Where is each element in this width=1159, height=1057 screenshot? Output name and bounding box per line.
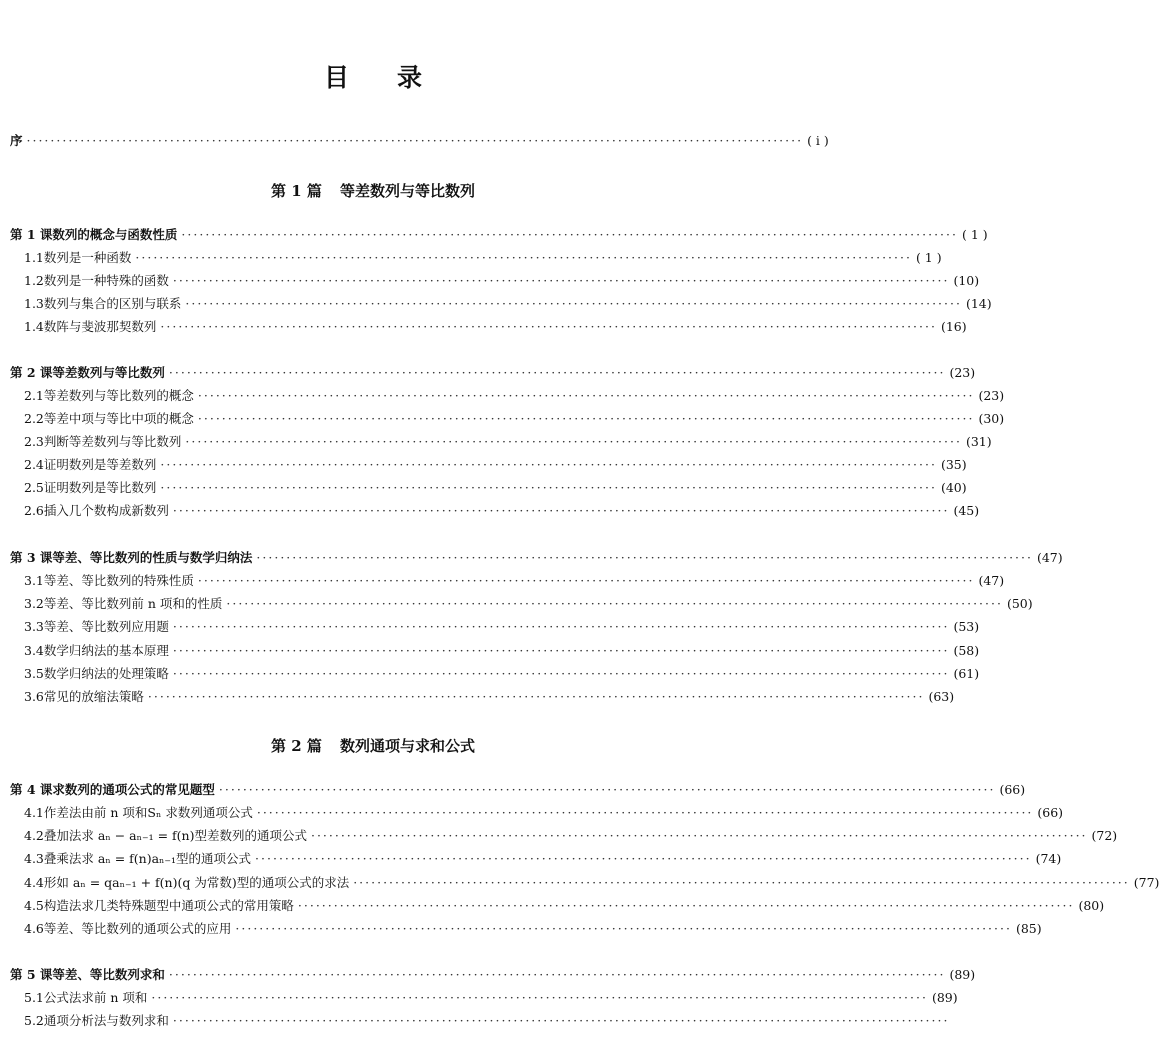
toc-title: 插入几个数构成新数列 [43, 503, 169, 518]
part-heading-2 [0, 735, 746, 756]
toc-number: 2.4 [24, 457, 44, 472]
part-number: 第 1 篇 [271, 182, 322, 200]
title-char-1: 目 [323, 63, 349, 92]
toc-row-section[interactable] [24, 897, 1105, 915]
toc-number: 2.1 [24, 388, 44, 403]
toc-number: 1.2 [24, 273, 44, 288]
toc-row-section[interactable] [24, 295, 992, 313]
toc-page: (63) [928, 689, 955, 704]
toc-number: 4.1 [24, 805, 44, 820]
toc-number: 2.6 [24, 503, 44, 518]
page-title [0, 58, 746, 94]
leader-dots: ·································································································································· [168, 967, 946, 982]
toc-title: 证明数列是等差数列 [43, 457, 157, 472]
toc-row-preface[interactable] [10, 132, 829, 150]
leader-dots: ·································································································································· [172, 643, 950, 658]
leader-dots: ·································································································································· [226, 596, 1003, 611]
leader-dots: ·································································································································· [160, 457, 937, 472]
toc-page: (89) [931, 990, 958, 1005]
toc-number: 3.3 [24, 619, 44, 634]
toc-row-section[interactable] [24, 387, 1005, 405]
leader-dots: ·································································································································· [353, 875, 1130, 890]
toc-page: (30) [978, 411, 1005, 426]
toc-page: ( 1 ) [915, 250, 942, 265]
toc-page: (58) [953, 643, 980, 658]
leader-dots: ·································································································································· [172, 273, 950, 288]
toc-title: 等差、等比数列前 n 项和的性质 [43, 596, 223, 611]
part-number: 第 2 篇 [271, 737, 322, 755]
toc-title: 数列的概念与函数性质 [52, 227, 178, 242]
toc-page: (23) [949, 365, 976, 380]
toc-page: ( ⅰ ) [807, 133, 829, 148]
toc-number: 4.5 [24, 898, 44, 913]
leader-dots: ·································································································································· [197, 411, 975, 426]
leader-dots: ·································································································································· [197, 388, 975, 403]
toc-title: 证明数列是等比数列 [43, 480, 157, 495]
toc-row-section[interactable] [24, 920, 1042, 938]
toc-page: (89) [949, 967, 976, 982]
part-title: 数列通项与求和公式 [339, 737, 475, 755]
toc-row-lesson[interactable] [10, 781, 1026, 799]
leader-dots: ·································································································································· [197, 573, 975, 588]
toc-number: 5.1 [24, 990, 44, 1005]
toc-page: (80) [1078, 898, 1105, 913]
toc-row-lesson[interactable] [10, 364, 976, 382]
leader-dots: ·································································································································· [172, 503, 950, 518]
toc-row-section[interactable] [24, 272, 980, 290]
toc-page: (14) [965, 296, 992, 311]
toc-number: 3.5 [24, 666, 44, 681]
toc-row-section[interactable] [24, 804, 1064, 822]
leader-dots: ·································································································································· [297, 898, 1075, 913]
toc-page: (85) [1015, 921, 1042, 936]
toc-title: 等差数列与等比数列 [52, 365, 165, 380]
toc-number: 序 [10, 133, 23, 148]
title-char-2: 录 [397, 63, 423, 92]
toc-page: (16) [940, 319, 967, 334]
toc-row-section[interactable] [24, 595, 1033, 613]
toc-page: (72) [1091, 828, 1118, 843]
leader-dots: ·································································································································· [218, 782, 996, 797]
toc-page: (61) [953, 666, 980, 681]
toc-title: 形如 aₙ = qaₙ₋₁ + f(n)(q 为常数)型的通项公式的求法 [43, 875, 350, 890]
toc-page: (66) [1037, 805, 1064, 820]
leader-dots: ·································································································································· [168, 365, 946, 380]
toc-row-section[interactable] [24, 665, 980, 683]
toc-page: (47) [978, 573, 1005, 588]
toc-row-section[interactable] [24, 456, 967, 474]
leader-dots: ·································································································································· [151, 990, 928, 1005]
toc-number: 4.6 [24, 921, 44, 936]
toc-page: (66) [999, 782, 1026, 797]
part-title: 等差数列与等比数列 [339, 182, 475, 200]
toc-number: 3.4 [24, 643, 44, 658]
toc-page: (50) [1006, 596, 1033, 611]
toc-title: 数列是一种函数 [43, 250, 132, 265]
toc-title: 等差、等比数列的性质与数学归纳法 [52, 550, 253, 565]
leader-dots: ·································································································································· [256, 550, 1033, 565]
toc-page: (47) [1036, 550, 1063, 565]
toc-page: (10) [953, 273, 980, 288]
toc-title: 构造法求几类特殊题型中通项公式的常用策略 [43, 898, 294, 913]
toc-title: 等差、等比数列的特殊性质 [43, 573, 194, 588]
toc-number: 5.2 [24, 1013, 44, 1028]
leader-dots: ·································································································································· [160, 480, 937, 495]
toc-title: 叠加法求 aₙ − aₙ₋₁ = f(n)型差数列的通项公式 [43, 828, 307, 843]
leader-dots: ·································································································································· [256, 805, 1034, 820]
leader-dots: ·································································································································· [172, 619, 950, 634]
toc-row-section[interactable] [24, 642, 980, 660]
leader-dots: ·································································································································· [160, 319, 937, 334]
toc-page: (40) [940, 480, 967, 495]
toc-title: 等差、等比数列的通项公式的应用 [43, 921, 232, 936]
toc-number: 3.2 [24, 596, 44, 611]
toc-title: 数学归纳法的处理策略 [43, 666, 169, 681]
toc-number: 4.2 [24, 828, 44, 843]
toc-row-section[interactable] [24, 827, 1118, 845]
toc-page: (53) [953, 619, 980, 634]
toc-row-section[interactable] [24, 249, 942, 267]
toc-row-section[interactable] [24, 618, 980, 636]
toc-page: (74) [1035, 851, 1062, 866]
toc-number: 4.4 [24, 875, 44, 890]
toc-row-lesson[interactable] [10, 226, 988, 244]
part-heading-1 [0, 180, 746, 201]
toc-title: 公式法求前 n 项和 [43, 990, 148, 1005]
toc-row-section[interactable] [24, 479, 967, 497]
toc-row-section[interactable] [24, 688, 955, 706]
leader-dots: ·································································································································· [26, 133, 804, 148]
toc-title: 常见的放缩法策略 [43, 689, 144, 704]
toc-page: (77) [1133, 875, 1159, 890]
toc-number: 3.6 [24, 689, 44, 704]
toc-title: 数阵与斐波那契数列 [43, 319, 157, 334]
toc-number: 2.5 [24, 480, 44, 495]
toc-number: 1.4 [24, 319, 44, 334]
toc-row-section[interactable] [24, 502, 980, 520]
leader-dots: ·································································································································· [147, 689, 925, 704]
toc-number: 2.3 [24, 434, 44, 449]
toc-row-section[interactable] [24, 989, 958, 1007]
toc-title: 数学归纳法的基本原理 [43, 643, 169, 658]
toc-page: (31) [965, 434, 992, 449]
toc-page: ( 1 ) [961, 227, 988, 242]
toc-title: 通项分析法与数列求和 [43, 1013, 169, 1028]
leader-dots: ·································································································································· [310, 828, 1088, 843]
toc-row-lesson[interactable] [10, 966, 976, 984]
leader-dots: ·································································································································· [172, 666, 950, 681]
toc-number: 第 1 课 [10, 227, 53, 242]
toc-number: 2.2 [24, 411, 44, 426]
toc-page: (35) [940, 457, 967, 472]
leader-dots: ·································································································································· [185, 434, 962, 449]
toc-page: (45) [953, 503, 980, 518]
toc-number: 第 3 课 [10, 550, 53, 565]
toc-title: 作差法由前 n 项和Sₙ 求数列通项公式 [43, 805, 253, 820]
toc-row-lesson[interactable] [10, 549, 1063, 567]
toc-title: 数列是一种特殊的函数 [43, 273, 169, 288]
leader-dots: ·································································································································· [181, 227, 958, 242]
toc-number: 3.1 [24, 573, 44, 588]
toc-title: 等差中项与等比中项的概念 [43, 411, 194, 426]
toc-row-section[interactable] [24, 410, 1005, 428]
toc-row-section[interactable] [24, 318, 967, 336]
toc-title: 求数列的通项公式的常见题型 [52, 782, 215, 797]
toc-title: 数列与集合的区别与联系 [43, 296, 182, 311]
toc-row-section[interactable] [24, 572, 1005, 590]
toc-title: 等差数列与等比数列的概念 [43, 388, 194, 403]
leader-dots: ·································································································································· [235, 921, 1012, 936]
toc-title: 判断等差数列与等比数列 [43, 434, 182, 449]
toc-number: 1.1 [24, 250, 44, 265]
toc-number: 第 2 课 [10, 365, 53, 380]
leader-dots: ·································································································································· [185, 296, 962, 311]
toc-title: 等差、等比数列求和 [52, 967, 165, 982]
toc-row-section[interactable] [24, 1012, 950, 1030]
toc-row-section[interactable] [24, 433, 992, 451]
toc-number: 1.3 [24, 296, 44, 311]
toc-number: 4.3 [24, 851, 44, 866]
leader-dots: ·································································································································· [255, 851, 1032, 866]
toc-row-section[interactable] [24, 850, 1062, 868]
toc-page: (23) [978, 388, 1005, 403]
leader-dots: ·································································································································· [135, 250, 912, 265]
toc-row-section[interactable] [24, 874, 1159, 892]
toc-number: 第 4 课 [10, 782, 53, 797]
leader-dots: ·································································································································· [172, 1013, 950, 1028]
toc-title: 等差、等比数列应用题 [43, 619, 169, 634]
toc-title: 叠乘法求 aₙ = f(n)aₙ₋₁型的通项公式 [43, 851, 252, 866]
toc-number: 第 5 课 [10, 967, 53, 982]
